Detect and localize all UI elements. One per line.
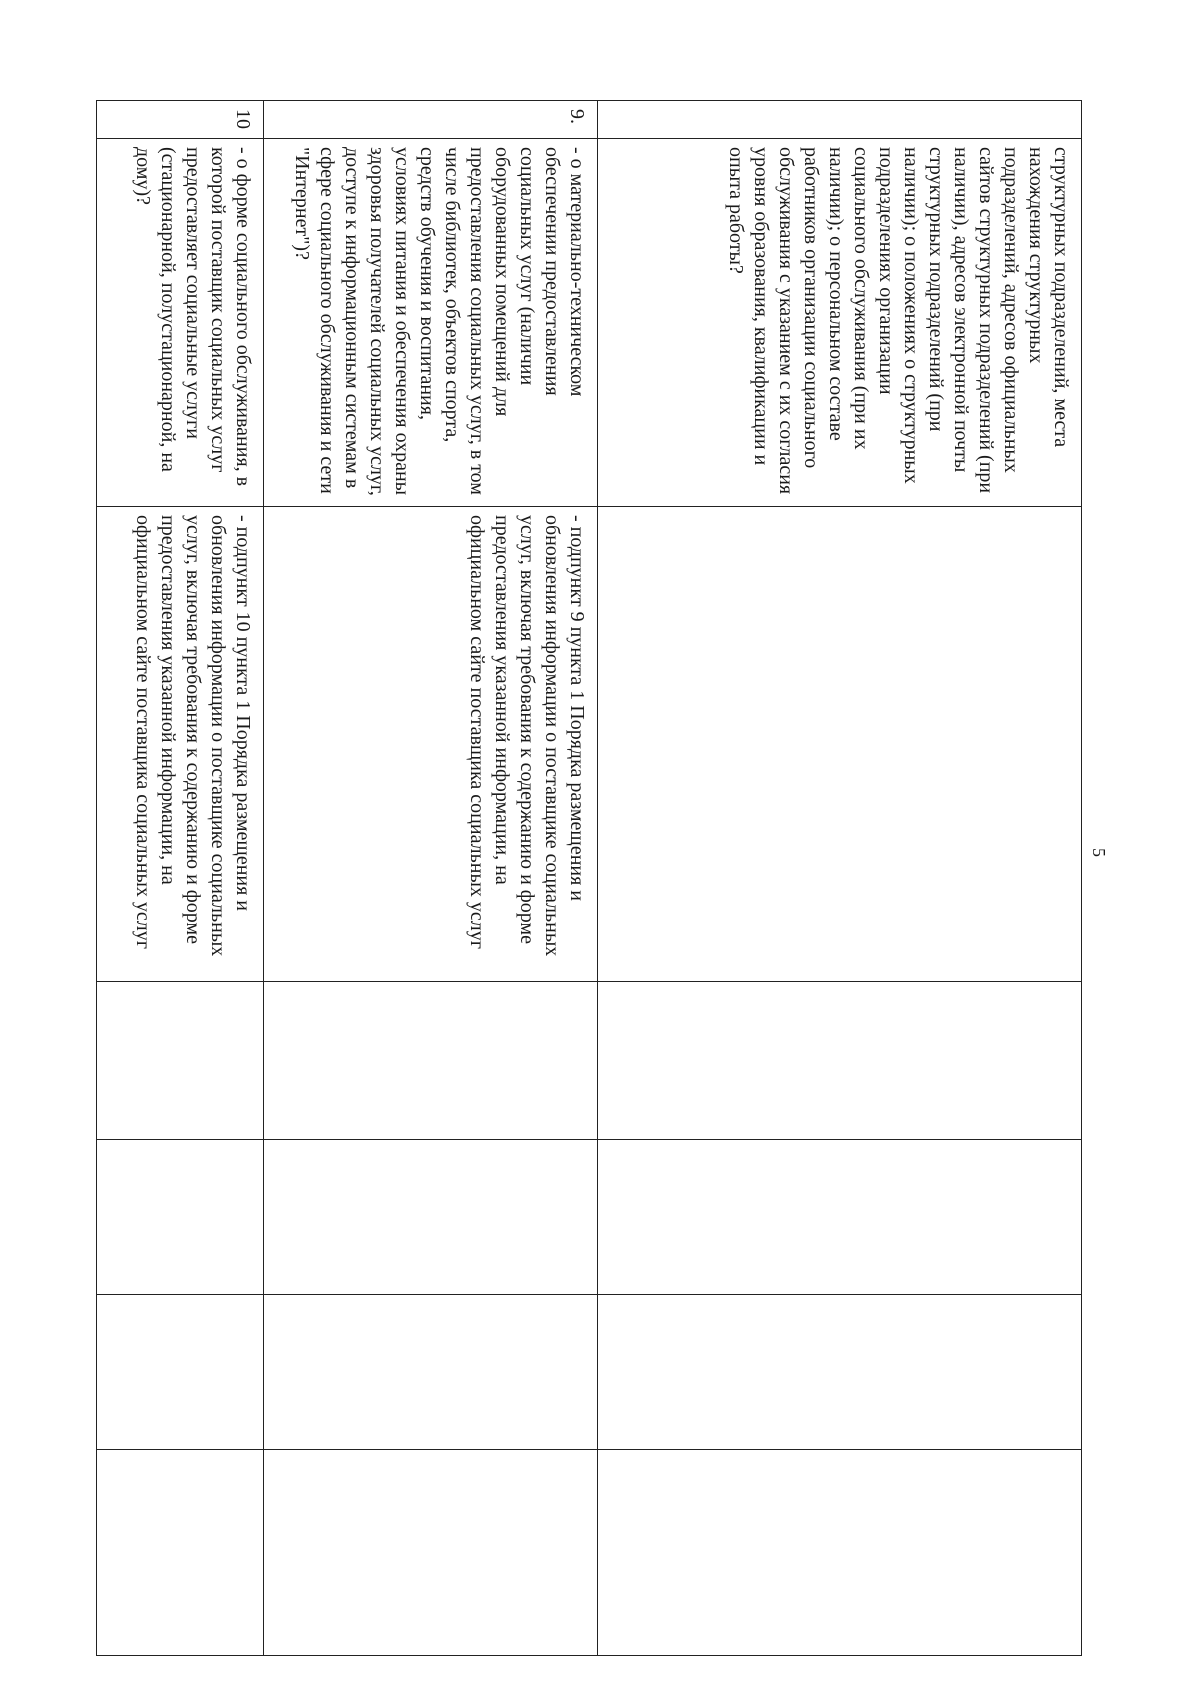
source-cell (598, 507, 1082, 982)
answer-na-cell (598, 1295, 1082, 1450)
answer-no-cell (264, 1140, 598, 1295)
row-number-cell (598, 101, 1082, 139)
answer-yes-cell (264, 982, 598, 1140)
question-cell: - о форме социального обслуживания, в которой поставщик социальных услуг предоставляет социальные услуги (стационарной, полустационарной, на дому)? (97, 139, 264, 507)
question-cell: структурных подразделений, места нахождения структурных подразделений, адресов официальных сайтов структурных подразделений (при наличии), адресов электронной почты структурных подразделений (при наличии); о положениях о структурных подразделениях организации социального обслуживания (при их наличии); о персональном составе работников организации социального обслуживания с указанием с их согласия уровня образования, квалификации и опыта работы? (598, 139, 1082, 507)
note-cell (264, 1450, 598, 1656)
answer-yes-cell (97, 982, 264, 1140)
answer-na-cell (97, 1295, 264, 1450)
source-cell: - подпункт 9 пункта 1 Порядка размещения и обновления информации о поставщике социальных услуг, включая требования к содержанию и форме предоставления указанной информации, на официальном сайте поставщика социальных услуг (264, 507, 598, 982)
row-number-cell: 10 (97, 101, 264, 139)
note-cell (598, 1450, 1082, 1656)
page-number: 5 (1089, 848, 1109, 857)
note-cell (97, 1450, 264, 1656)
table-row (598, 101, 1082, 1656)
source-cell: - подпункт 10 пункта 1 Порядка размещения и обновления информации о поставщике социальных услуг, включая требования к содержанию и форме предоставления указанной информации, на официальном сайте поставщика социальных услуг (97, 507, 264, 982)
answer-no-cell (97, 1140, 264, 1295)
answer-no-cell (598, 1140, 1082, 1295)
question-cell: - о материально-техническом обеспечении предоставления социальных услуг (наличии оборудованных помещений для предоставления социальных услуг, в том числе библиотек, объектов спорта, средств обучения и воспитания, условиях питания и обеспечения охраны здоровья получателей социальных услуг, доступе к информационным системам в сфере социального обслуживания и сети "Интернет")? (264, 139, 598, 507)
row-number-cell: 9. (264, 101, 598, 139)
document-table-wrapper (97, 100, 1082, 1655)
answer-na-cell (264, 1295, 598, 1450)
table-row (97, 101, 264, 1656)
checklist-table (96, 100, 1082, 1656)
table-row (264, 101, 598, 1656)
answer-yes-cell (598, 982, 1082, 1140)
